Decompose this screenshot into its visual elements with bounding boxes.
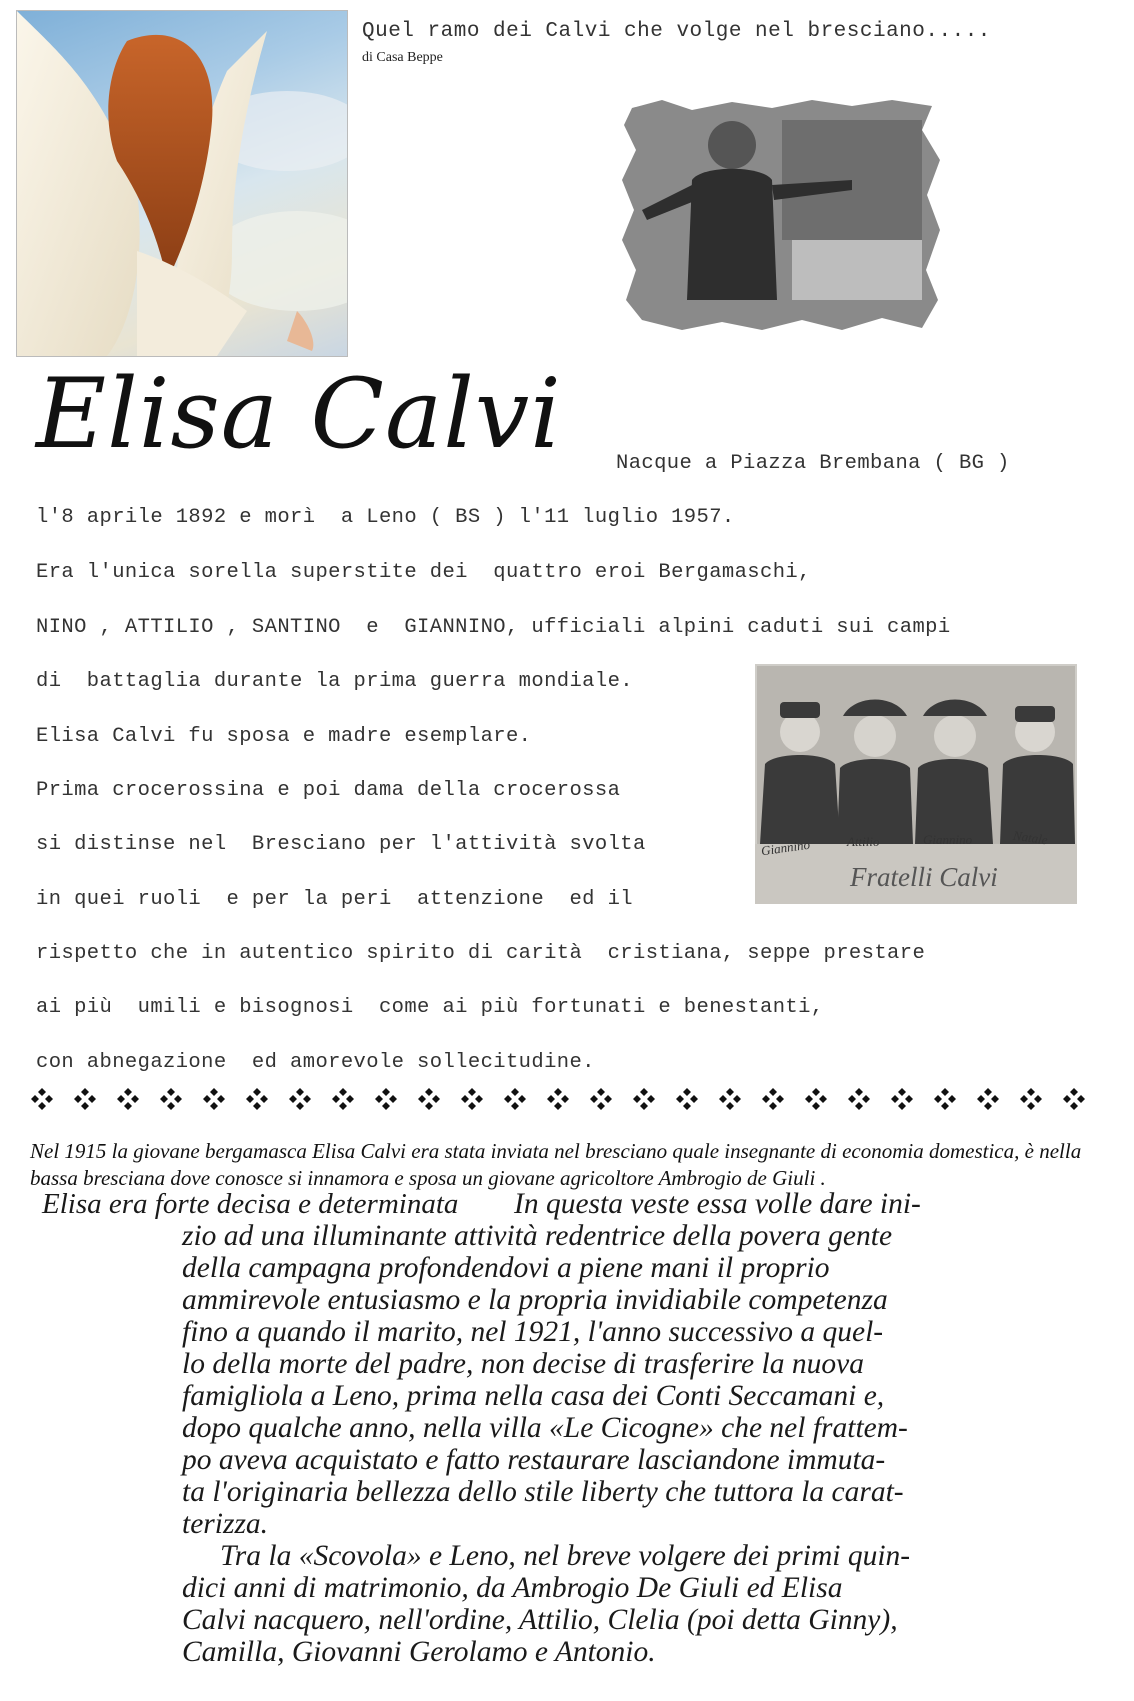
body-line-2: l'8 aprile 1892 e morì a Leno ( BS ) l'11 luglio 1957.	[36, 506, 735, 529]
excerpt-line-13: dici anni di matrimonio, da Ambrogio De Giuli ed Elisa	[182, 1572, 843, 1604]
ornament-diamond	[719, 1088, 741, 1110]
angel-illustration	[17, 11, 347, 356]
body-line-4: NINO , ATTILIO , SANTINO e GIANNINO, ufficiali alpini caduti sui campi	[36, 616, 951, 639]
woman-photo-image	[622, 100, 942, 330]
caption-name-2: Attilio	[847, 834, 880, 849]
body-line-3: Era l'unica sorella superstite dei quattro eroi Bergamaschi,	[36, 561, 811, 584]
excerpt-line-10: ta l'originaria bellezza dello stile liberty che tuttora la carat-	[182, 1476, 904, 1508]
header-title: Quel ramo dei Calvi che volge nel bresciano.....	[362, 20, 991, 43]
body-line-6: Elisa Calvi fu sposa e madre esemplare.	[36, 725, 532, 748]
excerpt-line-15: Camilla, Giovanni Gerolamo e Antonio.	[182, 1636, 656, 1668]
body-line-7: Prima crocerossina e poi dama della crocerossa	[36, 779, 621, 802]
diamond-pattern	[28, 1088, 1098, 1110]
ornament-diamond	[977, 1088, 999, 1110]
ornamental-divider	[28, 1088, 1098, 1110]
body-line-5: di battaglia durante la prima guerra mondiale.	[36, 670, 633, 693]
ornament-diamond	[590, 1088, 612, 1110]
excerpt-line-7: famigliola a Leno, prima nella casa dei Conti Seccamani e,	[182, 1380, 885, 1412]
body-line-10: rispetto che in autentico spirito di carità cristiana, seppe prestare	[36, 942, 926, 965]
ornament-diamond	[31, 1088, 53, 1110]
excerpt-line-12: Tra la «Scovola» e Leno, nel breve volgere dei primi quin-	[220, 1540, 911, 1572]
ornament-diamond	[547, 1088, 569, 1110]
ornament-diamond	[117, 1088, 139, 1110]
ornament-diamond	[891, 1088, 913, 1110]
caption-name-1: Giannino	[760, 836, 811, 859]
excerpt-line-3: della campagna profondendovi a piene mani il proprio	[182, 1252, 830, 1284]
intro-paragraph: Nel 1915 la giovane bergamasca Elisa Calvi era stata inviata nel bresciano quale insegnante di economia domestica, è nella bassa bresciana dove conosce si innamora e sposa un giovane agricoltore Ambrogio de Giuli .	[30, 1139, 1082, 1190]
ornament-diamond	[805, 1088, 827, 1110]
body-line-12: con abnegazione ed amorevole sollecitudine.	[36, 1051, 595, 1074]
excerpt-line-4: ammirevole entusiasmo e la propria invidiabile competenza	[182, 1284, 888, 1316]
excerpt-line-8: dopo qualche anno, nella villa «Le Cicogne» che nel frattem-	[182, 1412, 908, 1444]
ornament-diamond	[848, 1088, 870, 1110]
ornament-diamond	[74, 1088, 96, 1110]
ornament-diamond	[1020, 1088, 1042, 1110]
name-title: Elisa Calvi	[36, 358, 562, 470]
excerpt-line-2: zio ad una illuminante attività redentrice della povera gente	[182, 1220, 893, 1252]
caption-name-4: Natale	[1012, 827, 1049, 848]
ornament-diamond	[332, 1088, 354, 1110]
angel-painting	[16, 10, 348, 357]
ornament-diamond	[633, 1088, 655, 1110]
ornament-diamond	[246, 1088, 268, 1110]
body-line-8: si distinse nel Bresciano per l'attività svolta	[36, 833, 646, 856]
excerpt-line-11: terizza.	[182, 1508, 269, 1540]
ornament-diamond	[1063, 1088, 1085, 1110]
ornament-diamond	[934, 1088, 956, 1110]
caption-name-3: Giannino	[923, 832, 973, 847]
ornament-diamond	[461, 1088, 483, 1110]
body-line-9: in quei ruoli e per la peri attenzione ed il	[36, 888, 633, 911]
excerpt-line-5: fino a quando il marito, nel 1921, l'anno successivo a quel-	[182, 1316, 884, 1348]
header-subtitle: di Casa Beppe	[362, 50, 443, 65]
excerpt-line-9: po aveva acquistato e fatto restaurare lasciandone immuta-	[182, 1444, 886, 1476]
ornament-diamond	[676, 1088, 698, 1110]
brothers-photo	[755, 664, 1077, 904]
woman-photo	[622, 100, 942, 330]
ornament-diamond	[160, 1088, 182, 1110]
excerpt-lead: Elisa era forte decisa e determinata	[42, 1188, 459, 1220]
excerpt-line-6: lo della morte del padre, non decise di trasferire la nuova	[182, 1348, 864, 1380]
body-line-11: ai più umili e bisognosi come ai più fortunati e benestanti,	[36, 996, 824, 1019]
excerpt-line-14: Calvi nacquero, nell'ordine, Attilio, Clelia (poi detta Ginny),	[182, 1604, 898, 1636]
photo-inscription: Fratelli Calvi	[850, 862, 998, 892]
excerpt-line-1: In questa veste essa volle dare ini-	[514, 1188, 921, 1220]
ornament-diamond	[504, 1088, 526, 1110]
ornament-diamond	[418, 1088, 440, 1110]
ornament-diamond	[203, 1088, 225, 1110]
ornament-diamond	[289, 1088, 311, 1110]
ornament-diamond	[762, 1088, 784, 1110]
body-line-1: Nacque a Piazza Brembana ( BG )	[616, 452, 1010, 475]
ornament-diamond	[375, 1088, 397, 1110]
